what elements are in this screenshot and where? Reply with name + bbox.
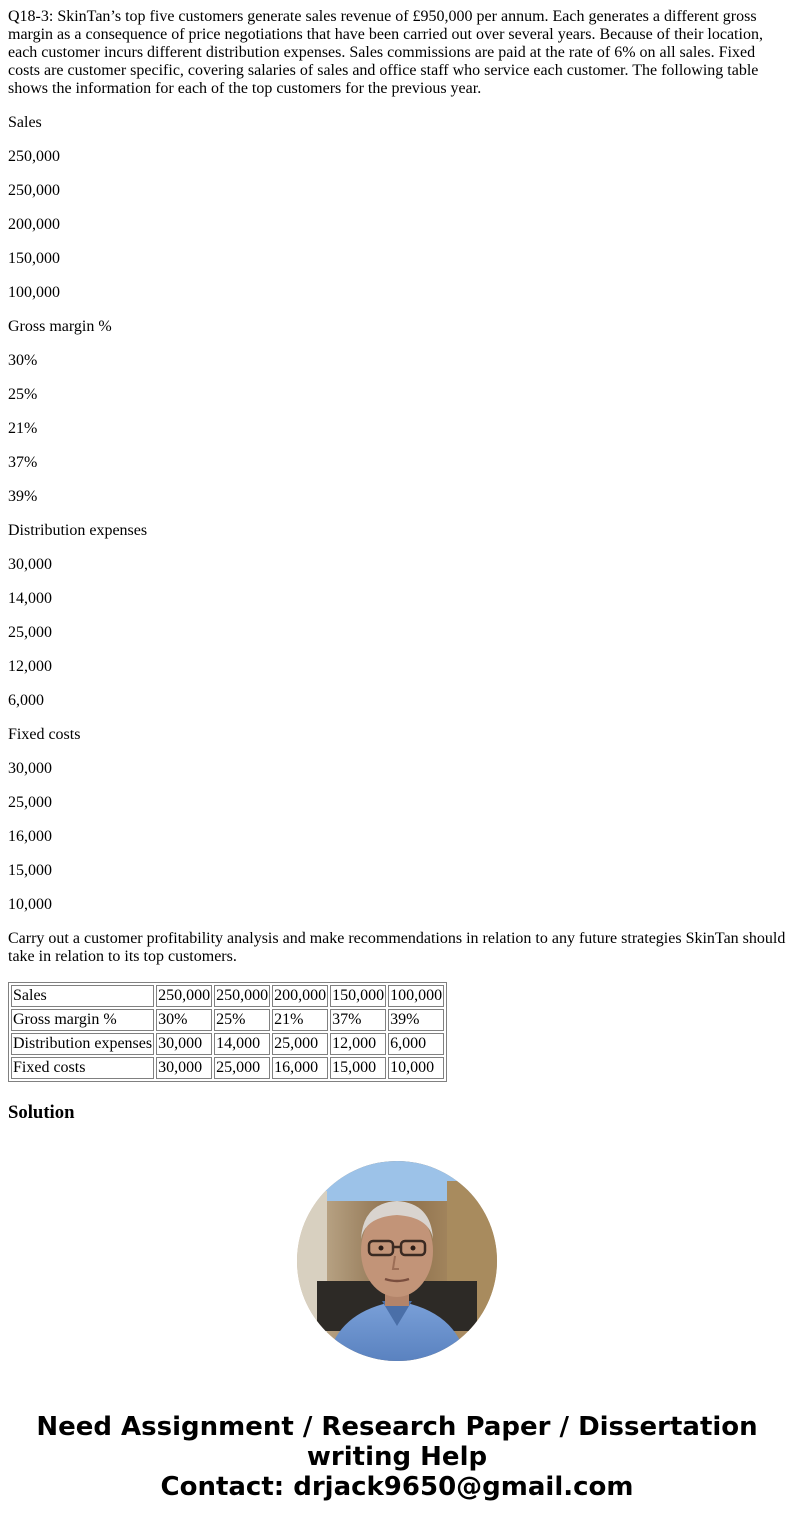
list-item: 30% (8, 352, 38, 369)
table-row (11, 985, 444, 1007)
table-cell: 100,000 (388, 985, 444, 1007)
table-cell: 12,000 (330, 1033, 386, 1055)
banner-line: writing Help (306, 1442, 488, 1472)
table-cell: 250,000 (214, 985, 270, 1007)
list-item: Sales (8, 114, 42, 131)
list-item: 150,000 (8, 250, 60, 267)
table-cell: 30,000 (156, 1057, 212, 1079)
list-item: 12,000 (8, 658, 52, 675)
table-cell: 15,000 (330, 1057, 386, 1079)
list-item: Fixed costs (8, 726, 81, 743)
list-item: 21% (8, 420, 38, 437)
list-item: 37% (8, 454, 38, 471)
table-cell: Distribution expenses (11, 1033, 154, 1055)
list-item: 25,000 (8, 794, 52, 811)
list-item: 39% (8, 488, 38, 505)
banner-line: Need Assignment / Research Paper / Dissertation (36, 1412, 758, 1442)
document-body (0, 8, 794, 1124)
list-item: 16,000 (8, 828, 52, 845)
table-cell: Fixed costs (11, 1057, 154, 1079)
table-cell: 10,000 (388, 1057, 444, 1079)
contact-email: Contact: drjack9650@gmail.com (160, 1472, 634, 1502)
table-cell: Gross margin % (11, 1009, 154, 1031)
table-row (11, 1033, 444, 1055)
table-row (11, 1057, 444, 1079)
table-cell: 6,000 (388, 1033, 444, 1055)
table-row (11, 1009, 444, 1031)
instruction-text: Carry out a customer profitability analysis and make recommendations in relation to any future strategies SkinTan should take in relation to its top customers. (8, 930, 786, 965)
list-item: 6,000 (8, 692, 44, 709)
list-item: Gross margin % (8, 318, 112, 335)
table-cell: 25% (214, 1009, 270, 1031)
table-cell: 30% (156, 1009, 212, 1031)
list-item: 10,000 (8, 896, 52, 913)
table-cell: Sales (11, 985, 154, 1007)
table-cell: 21% (272, 1009, 328, 1031)
list-item: 30,000 (8, 556, 52, 573)
table-cell: 16,000 (272, 1057, 328, 1079)
author-avatar (297, 1161, 497, 1361)
list-item: 15,000 (8, 862, 52, 879)
table-cell: 25,000 (214, 1057, 270, 1079)
portrait-image (297, 1161, 497, 1361)
table-cell: 25,000 (272, 1033, 328, 1055)
table-cell: 14,000 (214, 1033, 270, 1055)
list-item: 30,000 (8, 760, 52, 777)
list-item: 250,000 (8, 182, 60, 199)
table-cell: 39% (388, 1009, 444, 1031)
question-text: Q18-3: SkinTan’s top five customers generate sales revenue of £950,000 per annum. Each generates a different gross margin as a consequence of price negotiations that have been carried out over several years. Because of their location, each customer incurs different distribution expenses. Sales commissions are paid at the rate of 6% on all sales. Fixed costs are customer specific, covering salaries of sales and office staff who service each customer. The following table shows the information for each of the top customers for the previous year. (8, 8, 763, 97)
list-item: 250,000 (8, 148, 60, 165)
customer-data-table (8, 982, 447, 1082)
table-cell: 30,000 (156, 1033, 212, 1055)
solution-heading: Solution (8, 1102, 75, 1123)
table-cell: 150,000 (330, 985, 386, 1007)
table-cell: 250,000 (156, 985, 212, 1007)
table-cell: 200,000 (272, 985, 328, 1007)
list-item: 14,000 (8, 590, 52, 607)
table-cell: 37% (330, 1009, 386, 1031)
contact-banner (0, 1412, 794, 1502)
list-item: 25,000 (8, 624, 52, 641)
list-item: Distribution expenses (8, 522, 148, 539)
list-item: 100,000 (8, 284, 60, 301)
list-item: 200,000 (8, 216, 60, 233)
list-item: 25% (8, 386, 38, 403)
